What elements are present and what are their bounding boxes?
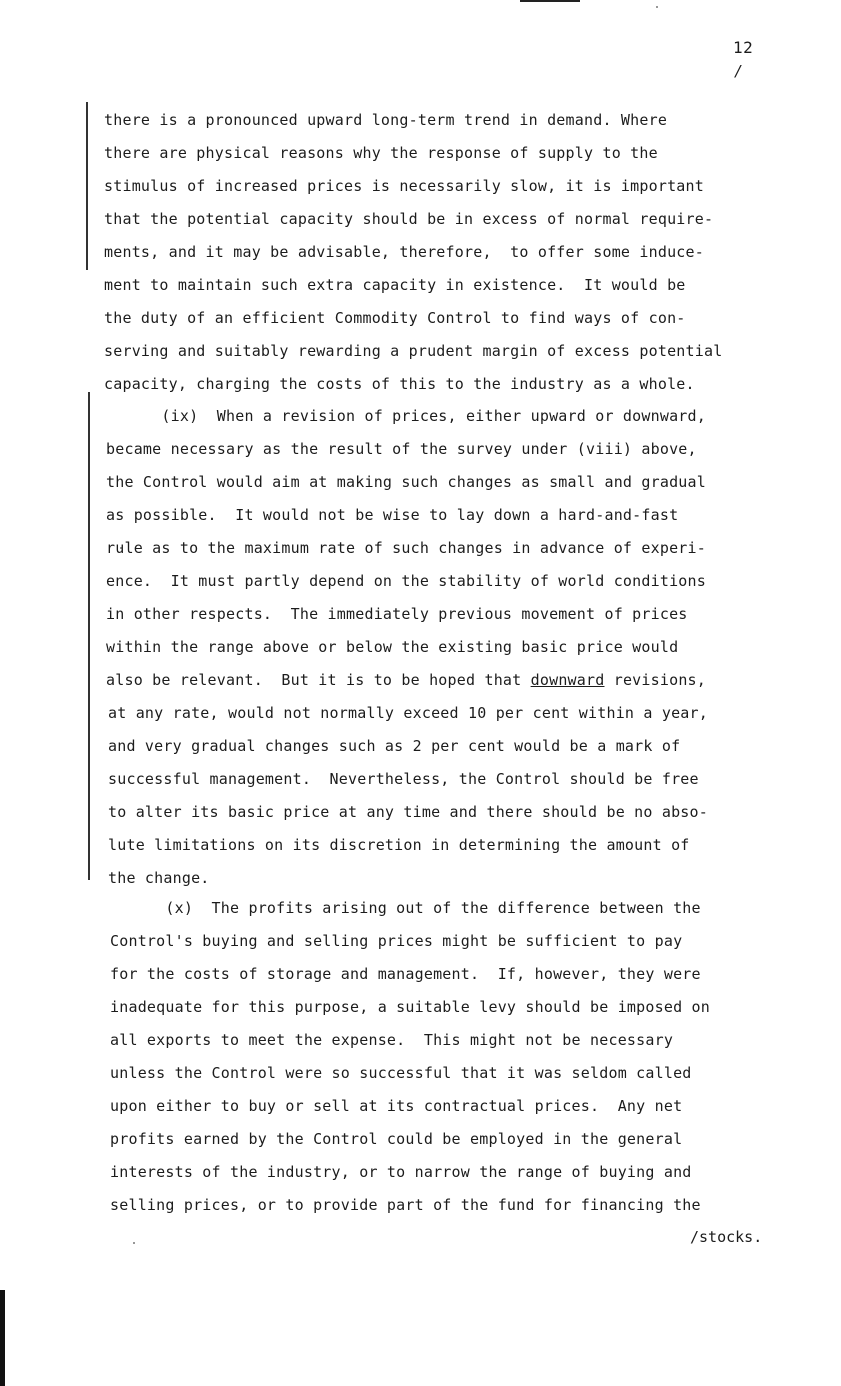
margin-mark	[86, 102, 88, 270]
text-line: capacity, charging the costs of this to the industry as a whole.	[104, 375, 695, 393]
text-line: Control's buying and selling prices might be sufficient to pay	[110, 932, 683, 950]
scan-edge-mark	[0, 1290, 5, 1386]
text-segment: revisions,	[604, 671, 707, 689]
text-segment: also be relevant. But it is to be hoped that	[106, 671, 531, 689]
text-line: became necessary as the result of the survey under (viii) above,	[106, 440, 697, 458]
top-edge-mark	[520, 0, 580, 2]
catchword: /stocks.	[690, 1228, 763, 1246]
text-line: (ix) When a revision of prices, either upward or downward,	[106, 407, 706, 425]
text-line: serving and suitably rewarding a prudent margin of excess potential	[104, 342, 723, 360]
text-line: lute limitations on its discretion in determining the amount of	[108, 836, 690, 854]
text-line: and very gradual changes such as 2 per cent would be a mark of	[108, 737, 681, 755]
text-line: stimulus of increased prices is necessarily slow, it is important	[104, 177, 704, 195]
text-line: for the costs of storage and management. If, however, they were	[110, 965, 701, 983]
text-line: the Control would aim at making such changes as small and gradual	[106, 473, 706, 491]
text-line: upon either to buy or sell at its contractual prices. Any net	[110, 1097, 683, 1115]
text-line: there are physical reasons why the response of supply to the	[104, 144, 658, 162]
text-line: ence. It must partly depend on the stability of world conditions	[106, 572, 706, 590]
text-line: successful management. Nevertheless, the Control should be free	[108, 770, 699, 788]
text-line: at any rate, would not normally exceed 10 per cent within a year,	[108, 704, 708, 722]
text-line: inadequate for this purpose, a suitable levy should be imposed on	[110, 998, 710, 1016]
text-line: as possible. It would not be wise to lay down a hard-and-fast	[106, 506, 679, 524]
text-line: (x) The profits arising out of the difference between the	[110, 899, 701, 917]
margin-mark	[88, 392, 90, 880]
scan-speck	[656, 6, 658, 8]
text-line: ment to maintain such extra capacity in existence. It would be	[104, 276, 686, 294]
text-line: that the potential capacity should be in excess of normal require-	[104, 210, 714, 228]
text-line: there is a pronounced upward long-term trend in demand. Where	[104, 111, 668, 129]
text-line: within the range above or below the existing basic price would	[106, 638, 679, 656]
text-line: unless the Control were so successful that it was seldom called	[110, 1064, 692, 1082]
text-line: the duty of an efficient Commodity Control to find ways of con-	[104, 309, 686, 327]
page-annotation: /	[734, 62, 744, 80]
scan-speck	[133, 1242, 135, 1244]
text-line: interests of the industry, or to narrow the range of buying and	[110, 1163, 692, 1181]
text-line: in other respects. The immediately previous movement of prices	[106, 605, 688, 623]
text-line: rule as to the maximum rate of such changes in advance of experi-	[106, 539, 706, 557]
underlined-word: downward	[530, 671, 605, 689]
text-line: profits earned by the Control could be employed in the general	[110, 1130, 683, 1148]
text-line: to alter its basic price at any time and there should be no abso-	[108, 803, 708, 821]
text-line: the change.	[108, 869, 210, 887]
page-number: 12	[733, 38, 754, 57]
text-line: selling prices, or to provide part of the fund for financing the	[110, 1196, 701, 1214]
text-line: ments, and it may be advisable, therefore, to offer some induce-	[104, 243, 704, 261]
text-line	[106, 670, 706, 690]
text-line: all exports to meet the expense. This might not be necessary	[110, 1031, 674, 1049]
